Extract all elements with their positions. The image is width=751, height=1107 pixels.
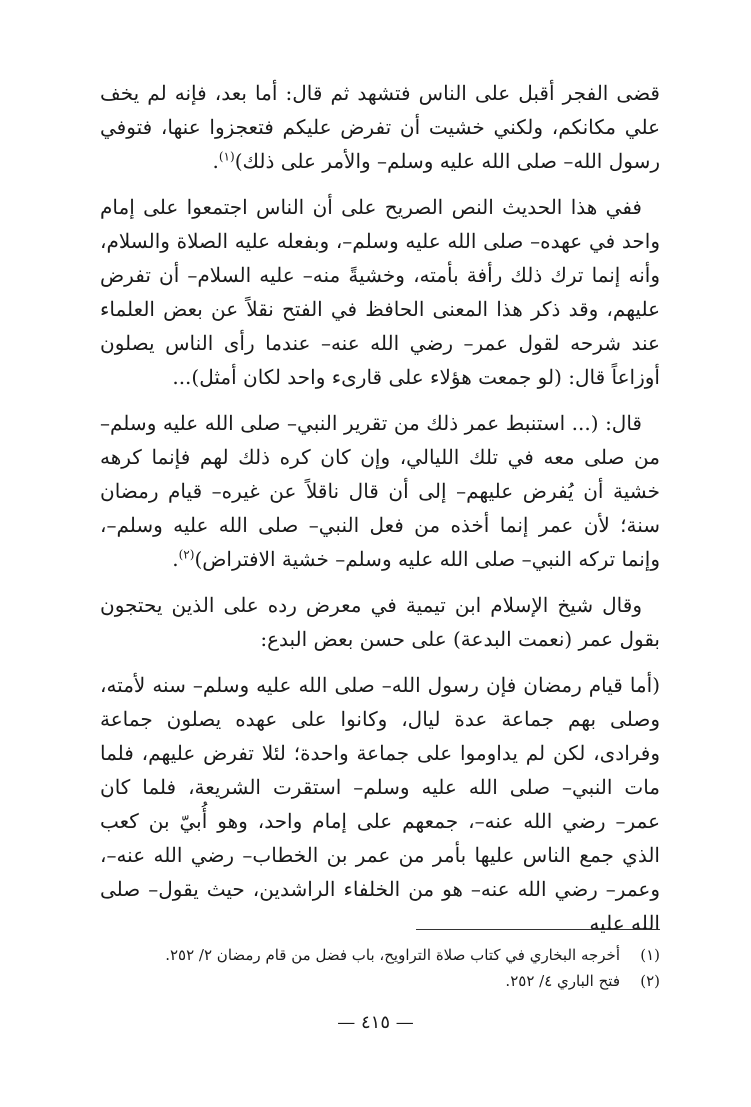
paragraph-5: (أما قيام رمضان فإن رسول الله– صلى الله عليه وسلم– سنه لأمته، وصلى بهم جماعة عدة ليال، وكانوا على عهده يصلون جماعة وفرادى، لكن لم يداوموا على جماعة واحدة؛ لئلا تفرض عليهم، فلما مات النبي– صلى الله عليه وسلم– استقرت الشريعة، فلما كان عمر– رضي الله عنه–، جمعهم على إمام واحد، وهو أُبيّ بن كعب الذي جمع الناس عليها بأمر من عمر بن الخطاب– رضي الله عنه–، وعمر– رضي الله عنه– هو من الخلفاء الراشدين، حيث يقول– صلى الله عليه: [100, 673, 660, 935]
main-text: [100, 76, 660, 952]
footnote-number: (٢): [640, 972, 660, 990]
paragraph-4: وقال شيخ الإسلام ابن تيمية في معرض رده على الذين يحتجون بقول عمر (نعمت البدعة) على حسن بعض البدع:: [100, 593, 660, 651]
paragraph-1: قضى الفجر أقبل على الناس فتشهد ثم قال: أما بعد، فإنه لم يخف علي مكانكم، ولكني خشيت أن تفرض عليكم فتعجزوا عنها، فتوفي رسول الله– صلى الله عليه وسلم– والأمر على ذلك)$^{(١)}$.: [100, 81, 660, 173]
footnote-reference-1: (١): [218, 149, 235, 164]
page-number: — ٤١٥ —: [337, 1012, 414, 1033]
footnotes: [150, 942, 660, 994]
footnote-text: فتح الباري ٤/ ٢٥٢.: [505, 972, 620, 990]
paragraph-3: قال: (... استنبط عمر ذلك من تقرير النبي– صلى الله عليه وسلم– من صلى معه في تلك الليالي، وإن كان كره ذلك لهم فإنما كرهه خشية أن يُفرض عليهم– إلى أن قال ناقلاً عن غيره– قيام رمضان سنة؛ لأن عمر إنما أخذه من فعل النبي– صلى الله عليه وسلم–، وإنما تركه النبي– صلى الله عليه وسلم– خشية الافتراض)$^{(٢)}$.: [100, 411, 660, 571]
footnote-number: (١): [640, 946, 660, 964]
footnote-1: [150, 942, 660, 968]
footnote-2: [150, 968, 660, 994]
paragraph-2: ففي هذا الحديث النص الصريح على أن الناس اجتمعوا على إمام واحد في عهده– صلى الله عليه وسلم–، وبفعله عليه الصلاة والسلام، وأنه إنما ترك ذلك رأفة بأمته، وخشيةً منه– عليه السلام– أن تفرض عليهم، وقد ذكر هذا المعنى الحافظ في الفتح نقلاً عن بعض العلماء عند شرحه لقول عمر– رضي الله عنه– عندما رأى الناس يصلون أوزاعاً قال: (لو جمعت هؤلاء على قارىء واحد لكان أمثل)...: [100, 195, 661, 389]
footnote-reference-2: (٢): [178, 547, 195, 562]
footnote-text: أخرجه البخاري في كتاب صلاة التراويح، باب فضل من قام رمضان ٢/ ٢٥٢.: [165, 946, 620, 964]
footnote-divider: [416, 929, 660, 930]
